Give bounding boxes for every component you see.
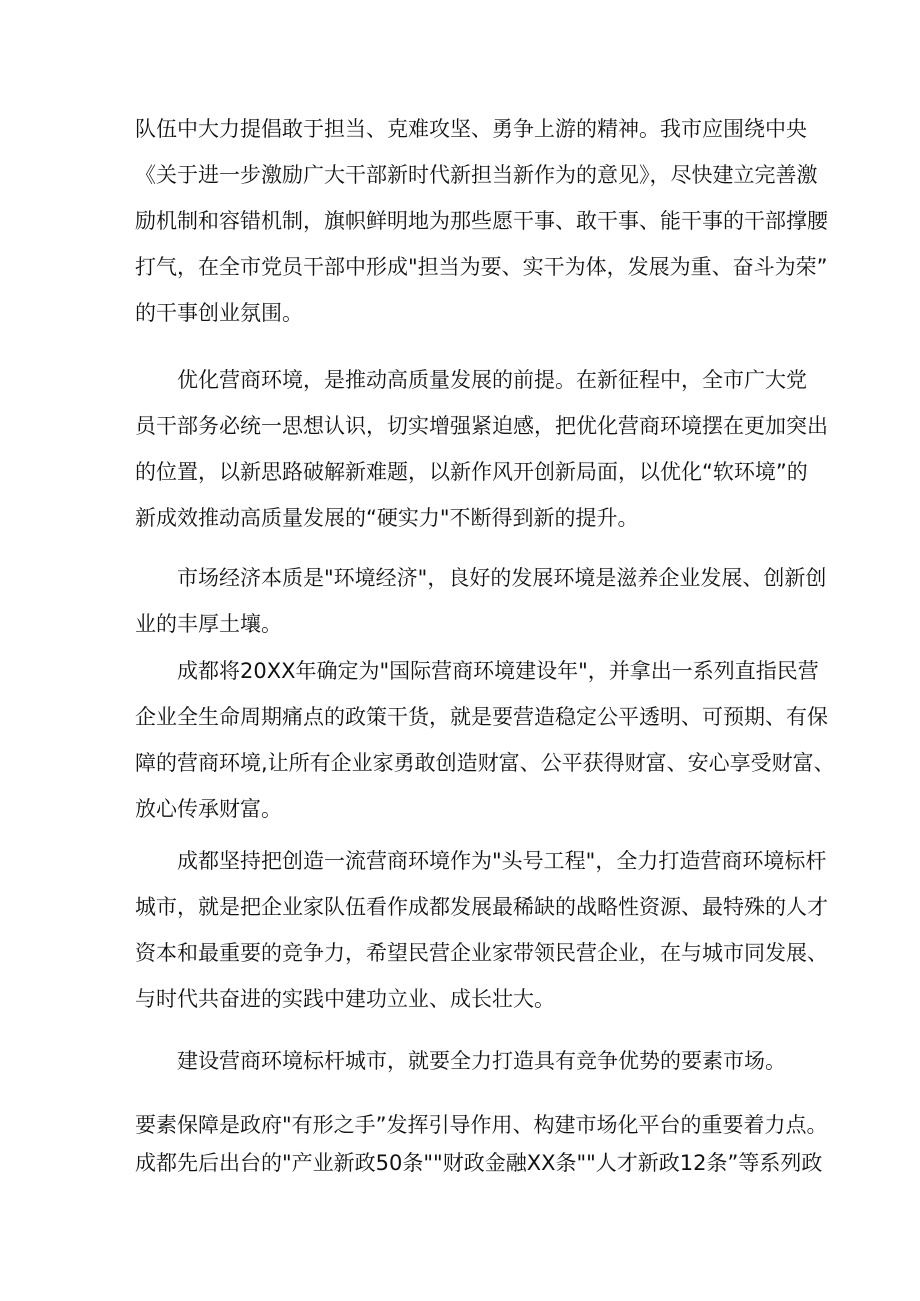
text-line: 优化营商环境，是推动高质量发展的前提。在新征程中，全市广大党 xyxy=(177,368,807,392)
paragraph-5 xyxy=(135,838,828,1022)
text-line: 城市，就是把企业家队伍看作成都发展最稀缺的战略性资源、最特殊的人才 xyxy=(135,895,828,919)
paragraph-2 xyxy=(135,357,828,541)
text-line: 障的营商环境,让所有企业家勇敢创造财富、公平获得财富、安心享受财富、 xyxy=(135,751,835,775)
text-line: 放心传承财富。 xyxy=(135,797,282,821)
text-line: 要素保障是政府"有形之手”发挥引导作用、构建市场化平台的重要着力点。 xyxy=(135,1113,828,1137)
paragraph-1 xyxy=(135,106,828,336)
text-line: 新成效推动高质量发展的“硬实力"不断得到新的提升。 xyxy=(135,506,639,530)
text-line: 成都先后出台的"产业新政50条""财政金融XX条""人才新政12条”等系列政 xyxy=(135,1151,823,1175)
text-line: 成都坚持把创造一流营商环境作为"头号工程"，全力打造营商环境标杆 xyxy=(177,849,827,873)
text-line: 《关于进一步激励广大干部新时代新担当新作为的意见》，尽快建立完善激 xyxy=(135,163,818,187)
text-line: 市场经济本质是"环境经济"，良好的发展环境是滋养企业发展、创新创 xyxy=(177,566,827,590)
text-line: 建设营商环境标杆城市，就要全力打造具有竞争优势的要素市场。 xyxy=(177,1049,786,1073)
text-line: 励机制和容错机制，旗帜鲜明地为那些愿干事、敢干事、能干事的干部撑腰 xyxy=(135,209,828,233)
text-line: 员干部务必统一思想认识，切实增强紧迫感，把优化营商环境摆在更加突出 xyxy=(135,414,828,438)
paragraph-4 xyxy=(135,648,835,832)
text-line: 队伍中大力提倡敢于担当、克难攻坚、勇争上游的精神。我市应围绕中央 xyxy=(135,117,807,141)
text-line: 打气，在全市党员干部中形成"担当为要、实干为体，发展为重、奋斗为荣” xyxy=(135,255,828,279)
text-line: 的干事创业氛围。 xyxy=(135,301,303,325)
text-line: 成都将20XX年确定为"国际营商环境建设年"，并拿出一系列直指民营 xyxy=(177,659,819,683)
paragraph-3 xyxy=(135,555,827,647)
text-line: 资本和最重要的竞争力，希望民营企业家带领民营企业，在与城市同发展、 xyxy=(135,941,828,965)
text-line: 的位置，以新思路破解新难题，以新作风开创新局面，以优化“软环境”的 xyxy=(135,460,808,484)
text-line: 企业全生命周期痛点的政策干货，就是要营造稳定公平透明、可预期、有保 xyxy=(135,705,828,729)
text-line: 业的丰厚土壤。 xyxy=(135,612,282,636)
paragraph-6 xyxy=(135,1038,795,1084)
text-line: 与时代共奋进的实践中建功立业、成长壮大。 xyxy=(135,987,555,1011)
paragraph-7 xyxy=(135,1106,828,1182)
